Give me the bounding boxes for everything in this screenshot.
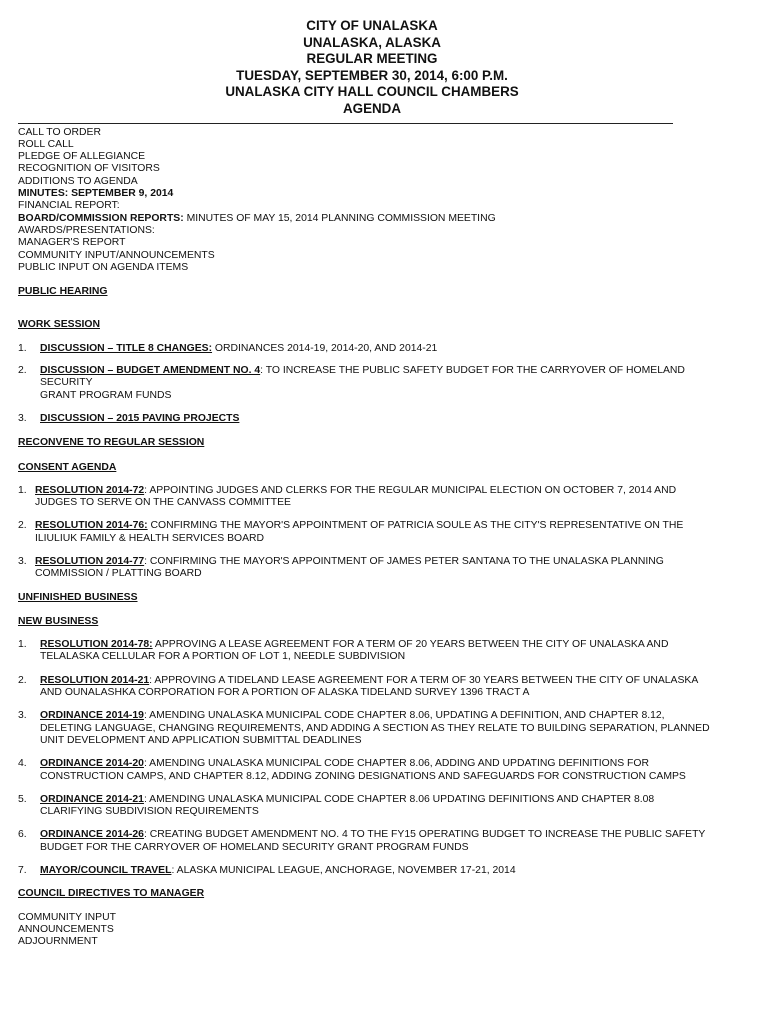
managers-report: MANAGER'S REPORT xyxy=(18,237,126,249)
item-label: ORDINANCE 2014-19 xyxy=(40,710,144,722)
new-business-item xyxy=(18,865,728,877)
header-line-date: TUESDAY, SEPTEMBER 30, 2014, 6:00 P.M. xyxy=(236,67,508,83)
agenda-page xyxy=(18,18,728,949)
item-label: DISCUSSION – 2015 PAVING PROJECTS xyxy=(40,412,240,424)
work-session-item xyxy=(18,413,728,425)
item-label: RESOLUTION 2014-77 xyxy=(35,555,145,567)
consent-item xyxy=(18,556,728,581)
roll-call: ROLL CALL xyxy=(18,138,74,150)
consent-item xyxy=(18,485,728,510)
board-commission-label: BOARD/COMMISSION REPORTS: xyxy=(18,212,184,224)
item-text: ORDINANCES 2014-19, 2014-20, AND 2014-21 xyxy=(212,342,438,354)
item-number: 3. xyxy=(18,555,27,567)
item-text-continued: BUDGET FOR THE CARRYOVER OF HOMELAND SECURITY GRANT PROGRAM FUNDS xyxy=(40,841,469,853)
item-label: DISCUSSION – BUDGET AMENDMENT NO. 4 xyxy=(40,365,261,377)
item-text: : CONFIRMING THE MAYOR'S APPOINTMENT OF JAMES PETER SANTANA TO THE UNALASKA PLANNING xyxy=(144,555,664,567)
item-text: : APPOINTING JUDGES AND CLERKS FOR THE REGULAR MUNICIPAL ELECTION ON OCTOBER 7, 2014 AND xyxy=(144,484,677,496)
item-label: MAYOR/COUNCIL TRAVEL xyxy=(40,865,172,877)
item-label: RESOLUTION 2014-76: xyxy=(35,520,148,532)
item-text: APPROVING A LEASE AGREEMENT FOR A TERM OF 20 YEARS BETWEEN THE CITY OF UNALASKA AND xyxy=(152,639,669,651)
header-line-location: UNALASKA, ALASKA xyxy=(303,34,441,50)
closing-items xyxy=(18,912,728,949)
item-number: 3. xyxy=(18,412,27,424)
item-text-continued: DELETING LANGUAGE, CHANGING REQUIREMENTS, AND ADDING A SECTION AS THEY RELATE TO BUILDING SEPARATION, PLANNED xyxy=(40,722,710,734)
minutes: MINUTES: SEPTEMBER 9, 2014 xyxy=(18,188,174,200)
new-business-item xyxy=(18,710,728,747)
work-session-item xyxy=(18,365,728,402)
item-label: RESOLUTION 2014-72 xyxy=(35,484,145,496)
item-label: RESOLUTION 2014-21 xyxy=(40,674,150,686)
item-number: 2. xyxy=(18,365,27,377)
item-number: 6. xyxy=(18,829,27,841)
agenda-header xyxy=(16,18,728,118)
header-line-venue: UNALASKA CITY HALL COUNCIL CHAMBERS xyxy=(225,84,519,100)
additions-to-agenda: ADDITIONS TO AGENDA xyxy=(18,175,138,187)
item-text-continued: GRANT PROGRAM FUNDS xyxy=(40,389,172,401)
new-business-item xyxy=(18,794,728,819)
item-text: : CREATING BUDGET AMENDMENT NO. 4 TO THE FY15 OPERATING BUDGET TO INCREASE THE PUBLIC SAFETY xyxy=(143,829,706,841)
section-council-directives: COUNCIL DIRECTIVES TO MANAGER xyxy=(18,888,205,900)
item-number: 7. xyxy=(18,865,27,877)
item-number: 4. xyxy=(18,758,27,770)
item-label: DISCUSSION – TITLE 8 CHANGES: xyxy=(40,342,213,354)
item-number: 2. xyxy=(18,520,27,532)
new-business-item xyxy=(18,639,728,664)
item-text: : AMENDING UNALASKA MUNICIPAL CODE CHAPTER 8.06, UPDATING A DEFINITION, AND CHAPTER 8.12, xyxy=(143,710,665,722)
item-label: ORDINANCE 2014-26 xyxy=(40,829,144,841)
section-reconvene: RECONVENE TO REGULAR SESSION xyxy=(18,437,205,449)
adjournment: ADJOURNMENT xyxy=(18,936,98,948)
item-number: 1. xyxy=(18,484,27,496)
opening-items xyxy=(18,127,728,275)
item-text-continued: TELALASKA CELLULAR FOR A PORTION OF LOT 1, NEEDLE SUBDIVISION xyxy=(40,651,406,663)
item-text: : AMENDING UNALASKA MUNICIPAL CODE CHAPTER 8.06 UPDATING DEFINITIONS AND CHAPTER 8.08 xyxy=(143,793,655,805)
header-line-agenda: AGENDA xyxy=(342,100,402,116)
item-text: : APPROVING A TIDELAND LEASE AGREEMENT FOR A TERM OF 30 YEARS BETWEEN THE CITY OF UNALASKA xyxy=(149,674,699,686)
section-unfinished-business: UNFINISHED BUSINESS xyxy=(18,591,138,603)
item-text: : AMENDING UNALASKA MUNICIPAL CODE CHAPTER 8.06, ADDING AND UPDATING DEFINITIONS FOR xyxy=(143,758,649,770)
section-public-hearing: PUBLIC HEARING xyxy=(18,286,108,298)
item-number: 3. xyxy=(18,710,27,722)
item-text-continued: CONSTRUCTION CAMPS, AND CHAPTER 8.12, ADDING ZONING DESIGNATIONS AND SAFEGUARDS FOR CONSTRUCTION CAMPS xyxy=(40,770,686,782)
item-text-continued: CLARIFYING SUBDIVISION REQUIREMENTS xyxy=(40,806,259,818)
call-to-order: CALL TO ORDER xyxy=(18,126,101,138)
pledge-of-allegiance: PLEDGE OF ALLEGIANCE xyxy=(18,151,146,163)
item-text: CONFIRMING THE MAYOR'S APPOINTMENT OF PATRICIA SOULE AS THE CITY'S REPRESENTATIVE ON THE xyxy=(147,520,684,532)
header-line-city: CITY OF UNALASKA xyxy=(306,18,438,33)
item-text-continued-2: UNIT DEVELOPMENT AND APPLICATION SUBMITTAL DEADLINES xyxy=(40,734,362,746)
board-commission-reports xyxy=(18,213,728,225)
board-commission-text: MINUTES OF MAY 15, 2014 PLANNING COMMISSION MEETING xyxy=(183,212,496,224)
item-label: RESOLUTION 2014-78: xyxy=(40,639,153,651)
announcements: ANNOUNCEMENTS xyxy=(18,923,114,935)
item-number: 2. xyxy=(18,674,27,686)
item-label: ORDINANCE 2014-20 xyxy=(40,758,144,770)
financial-report: FINANCIAL REPORT: xyxy=(18,200,120,212)
item-number: 5. xyxy=(18,793,27,805)
item-text-continued: COMMISSION / PLATTING BOARD xyxy=(35,568,202,580)
work-session-item xyxy=(18,343,728,355)
new-business-item xyxy=(18,758,728,783)
community-input: COMMUNITY INPUT xyxy=(18,911,116,923)
section-new-business: NEW BUSINESS xyxy=(18,615,99,627)
item-text-continued: JUDGES TO SERVE ON THE CANVASS COMMITTEE xyxy=(35,497,291,509)
header-line-meeting-type: REGULAR MEETING xyxy=(306,51,438,67)
section-work-session: WORK SESSION xyxy=(18,319,100,331)
item-label: ORDINANCE 2014-21 xyxy=(40,793,144,805)
item-text-continued: AND OUNALASHKA CORPORATION FOR A PORTION OF ALASKA TIDELAND SURVEY 1396 TRACT A xyxy=(40,687,530,699)
item-number: 1. xyxy=(18,639,27,651)
item-text: : ALASKA MUNICIPAL LEAGUE, ANCHORAGE, NOVEMBER 17-21, 2014 xyxy=(171,865,516,877)
new-business-item xyxy=(18,675,728,700)
item-text: : TO INCREASE THE PUBLIC SAFETY BUDGET FOR THE CARRYOVER OF HOMELAND SECURITY xyxy=(40,365,685,389)
header-divider xyxy=(18,123,673,124)
recognition-of-visitors: RECOGNITION OF VISITORS xyxy=(18,163,160,175)
new-business-item xyxy=(18,829,728,854)
public-input-agenda-items: PUBLIC INPUT ON AGENDA ITEMS xyxy=(18,261,189,273)
section-consent-agenda: CONSENT AGENDA xyxy=(18,461,117,473)
consent-item xyxy=(18,520,728,545)
awards-presentations: AWARDS/PRESENTATIONS: xyxy=(18,224,155,236)
community-input-announcements: COMMUNITY INPUT/ANNOUNCEMENTS xyxy=(18,249,215,261)
item-number: 1. xyxy=(18,342,27,354)
item-text-continued: ILIULIUK FAMILY & HEALTH SERVICES BOARD xyxy=(35,532,265,544)
